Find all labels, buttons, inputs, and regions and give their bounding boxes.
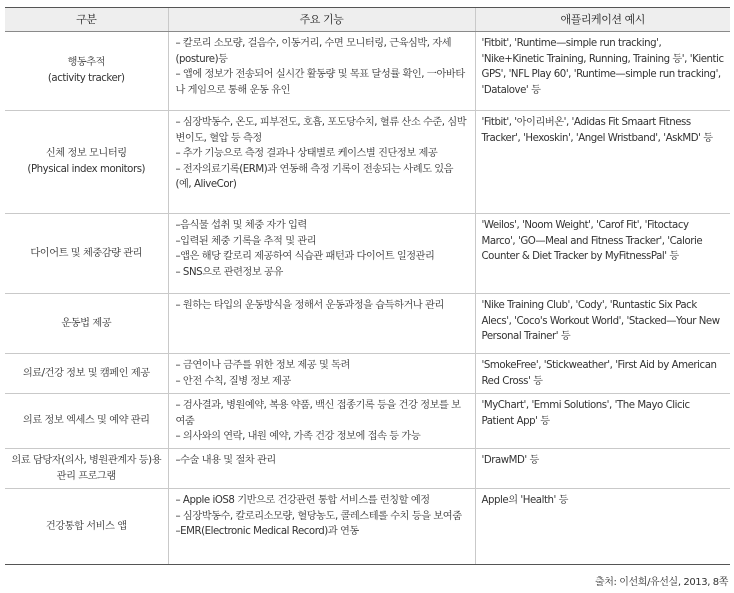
examples-cell: 'SmokeFree', 'Stickweather', 'First Aid by American Red Cross' 등 bbox=[475, 354, 730, 394]
function-item: –앱은 해당 칼로리 제공하여 식습관 패턴과 다이어트 일정관리 bbox=[175, 251, 435, 263]
table-row bbox=[5, 214, 730, 294]
category-text: 다이어트 및 체중감량 관리 bbox=[30, 247, 143, 259]
category-cell bbox=[5, 214, 168, 294]
header-category: 구분 bbox=[5, 8, 168, 32]
examples-cell: Apple의 'Health' 등 bbox=[475, 489, 730, 565]
function-item: – 금연이나 금주를 위한 정보 제공 및 독려 bbox=[175, 360, 350, 371]
category-text: 의료 정보 엑세스 및 예약 관리 bbox=[22, 415, 150, 427]
category-text: (activity tracker) bbox=[47, 73, 125, 84]
category-text: 운동법 제공 bbox=[61, 317, 112, 329]
function-item: – 추가 기능으로 측정 결과나 상태별로 케이스별 진단정보 제공 bbox=[175, 148, 438, 160]
category-cell bbox=[5, 354, 168, 394]
function-item: – 의사와의 연락, 내원 예약, 가족 건강 정보에 접속 등 가능 bbox=[175, 431, 421, 443]
category-cell bbox=[5, 111, 168, 214]
examples-cell: 'Fitbit', 'Runtime—simple run tracking', 'Nike+Kinetic Training, Running, Training 등', 'Kientic GPS', 'NFL Play 60', 'Runtime—simple run tracking', 'Datalove' 등 bbox=[475, 32, 730, 111]
table-row bbox=[5, 32, 730, 111]
category-cell bbox=[5, 449, 168, 489]
function-item: –음식물 섭취 및 체중 자가 입력 bbox=[175, 220, 307, 231]
table-row bbox=[5, 449, 730, 489]
functions-cell bbox=[168, 294, 475, 354]
functions-cell bbox=[168, 394, 475, 449]
functions-cell bbox=[168, 354, 475, 394]
function-item: – 칼로리 소모량, 걸음수, 이동거리, 수면 모니터링, 근육심박, 자세(posture)등 bbox=[175, 38, 452, 65]
functions-cell bbox=[168, 214, 475, 294]
functions-cell bbox=[168, 111, 475, 214]
category-text: 건강통합 서비스 앱 bbox=[45, 520, 127, 532]
table-header-row bbox=[5, 8, 730, 32]
examples-cell: 'Weilos', 'Noom Weight', 'Carof Fit', 'Fitoctacy Marco', 'GO—Meal and Fitness Tracker', 'Calorie Counter & Diet Tracker by MyFitnessPal' 등 bbox=[475, 214, 730, 294]
function-item: – 원하는 타입의 운동방식을 정해서 운동과정을 습득하거나 관리 bbox=[175, 300, 444, 311]
function-item: – 검사결과, 병원예약, 복용 약품, 백신 접종기록 등을 건강 정보를 보여줌 bbox=[175, 400, 461, 427]
header-functions: 주요 기능 bbox=[168, 8, 475, 32]
examples-cell: 'MyChart', 'Emmi Solutions', 'The Mayo Clicic Patient App' 등 bbox=[475, 394, 730, 449]
function-item: – 앱에 정보가 전송되어 실시간 활동량 및 목표 달성률 확인, 一아바타나 게임으로 통해 운동 유인 bbox=[175, 69, 465, 96]
category-cell bbox=[5, 294, 168, 354]
functions-cell bbox=[168, 32, 475, 111]
category-text: 의료 담당자(의사, 병원관계자 등)용 관리 프로그램 bbox=[11, 454, 162, 482]
table-row bbox=[5, 489, 730, 565]
category-cell bbox=[5, 32, 168, 111]
category-cell bbox=[5, 394, 168, 449]
table-row bbox=[5, 394, 730, 449]
function-item: – SNS으로 관련정보 공유 bbox=[175, 266, 283, 278]
category-text: (Physical index monitors) bbox=[27, 164, 146, 175]
function-item: – 심장박동수, 칼로리소모량, 혈당농도, 콜레스테롤 수치 등을 보여줌 bbox=[175, 510, 462, 522]
category-text: 행동추적 bbox=[67, 57, 106, 69]
table-row bbox=[5, 354, 730, 394]
examples-cell: 'Nike Training Club', 'Cody', 'Runtastic Six Pack Alecs', 'Coco's Workout World', 'Stacked—Your New Personal Trainer' 등 bbox=[475, 294, 730, 354]
function-item: – 안전 수칙, 질병 정보 제공 bbox=[175, 375, 291, 387]
category-cell bbox=[5, 489, 168, 565]
function-item: – Apple iOS8 기반으로 건강관련 통합 서비스를 런칭할 예정 bbox=[175, 495, 430, 506]
category-text: 의료/건강 정보 및 캠페인 제공 bbox=[22, 367, 150, 379]
table-row bbox=[5, 111, 730, 214]
source-caption: 출처: 이선희/유선실, 2013, 8쪽 bbox=[595, 577, 728, 588]
function-item: – 전자의료기록(ERM)과 연동해 측정 기록이 전송되는 사례도 있음(예, AliveCor) bbox=[175, 163, 454, 191]
functions-cell bbox=[168, 449, 475, 489]
examples-cell: 'Fitbit', '아이리버온', 'Adidas Fit Smaart Fitness Tracker', 'Hexoskin', 'Angel Wristband', 'AskMD' 등 bbox=[475, 111, 730, 214]
function-item: –수술 내용 및 절차 관리 bbox=[175, 455, 276, 466]
examples-cell: 'DrawMD' 등 bbox=[475, 449, 730, 489]
header-examples: 애플리케이션 예시 bbox=[475, 8, 730, 32]
category-text: 신체 정보 모니터링 bbox=[45, 148, 127, 160]
functions-cell bbox=[168, 489, 475, 565]
health-app-table bbox=[5, 7, 730, 565]
table-row bbox=[5, 294, 730, 354]
function-item: –입력된 체중 기록을 추적 및 관리 bbox=[175, 235, 317, 247]
function-item: –EMR(Electronic Medical Record)과 연동 bbox=[175, 526, 359, 538]
function-item: – 심장박동수, 온도, 피부전도, 호흡, 포도당수치, 혈류 산소 수준, 심박변이도, 혈압 등 측정 bbox=[175, 117, 467, 144]
